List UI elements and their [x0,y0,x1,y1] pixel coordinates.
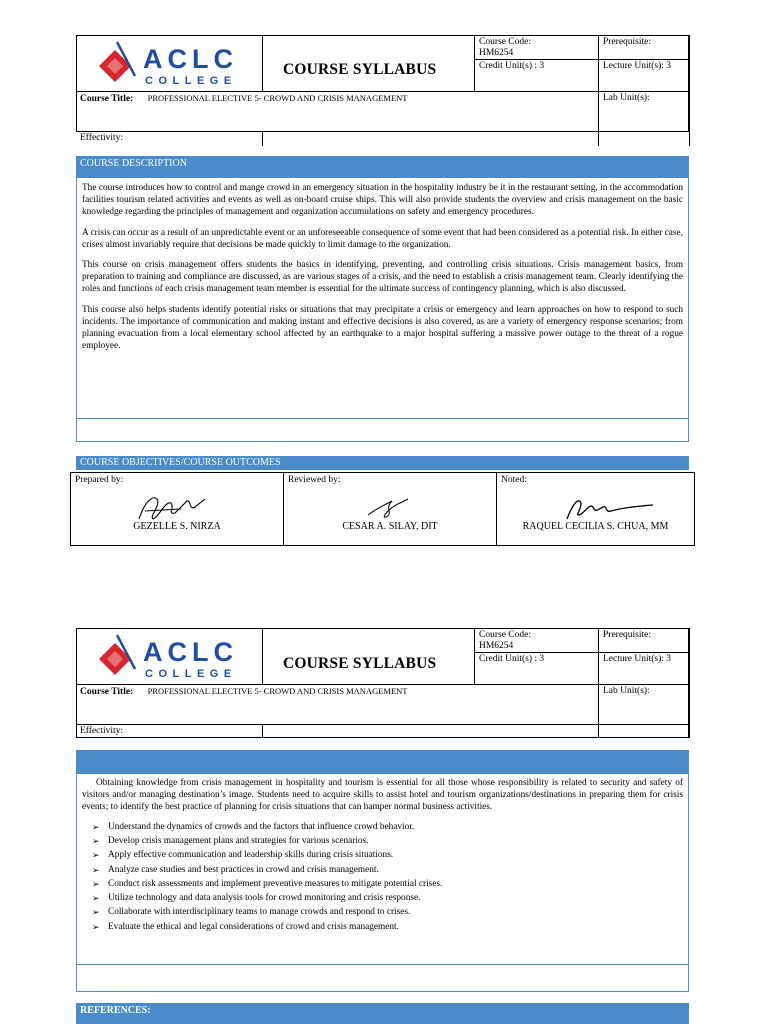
course-code-cell-2 [474,628,599,653]
lab-units-cell [598,91,690,132]
course-code-label-2: Course Code: [479,630,531,640]
lecture-units-cell-2 [598,652,690,685]
prepared-by-name: GEZELLE S. NIRZA [133,521,221,532]
effectivity-right-cell-2 [598,724,690,738]
course-title-cell [76,91,599,132]
objectives-title: COURSE OBJECTIVES/COURSE OUTCOMES [80,457,281,468]
description-paragraph-2: A crisis can occur as a result of an unpredictable event or an unforeseeable consequence of some event that had been considered as a potential risk. In either case, crises almost invariably require that decisions be made quickly to limit damage to the organization. [82,227,683,250]
prepared-by-cell [71,473,284,545]
aclc-logo-icon-2 [77,629,263,684]
effectivity-label: Effectivity: [80,133,124,143]
arrow-bullet-icon: ➢ [92,893,100,904]
list-item: ➢ Utilize technology and data analysis tools for crowd monitoring and crisis response. [82,891,683,905]
references-title: REFERENCES: [80,1005,151,1016]
objectives-list [82,820,683,934]
effectivity-right-cell [598,131,690,146]
objectives-divider [77,964,688,965]
college-logo-2 [77,629,263,684]
list-item: ➢ Develop crisis management plans and strategies for various scenarios. [82,834,683,848]
prerequisite-label-2: Prerequisite: [603,630,652,640]
list-item: ➢ Apply effective communication and leadership skills during crisis situations. [82,848,683,862]
arrow-bullet-icon: ➢ [92,864,100,875]
prepared-by-label: Prepared by: [75,475,124,485]
references-heading [76,1003,689,1024]
signature-chua-icon [563,493,663,523]
course-description-heading [76,156,689,178]
objectives-heading-bar-2 [76,750,689,774]
credit-units-cell-2 [474,652,599,685]
effectivity-value-cell-2 [262,724,599,738]
lecture-units: Lecture Unit(s): 3 [603,61,672,71]
course-title-cell-2 [76,684,599,725]
objectives-intro: Obtaining knowledge from crisis management in hospitality and tourism is essential for all those whose responsibility is related to security and safety of visitors and/or managing destination’s image. Students need to acquire skills to assist hotel and tourism organizations/destinations in preparing them for crisis events; to identify the best practice of planning for crisis situations that can hamper normal business activities. [82,778,683,813]
prerequisite-cell [598,35,690,60]
noted-name: RAQUEL CECILIA S. CHUA, MM [522,521,669,532]
effectivity-cell-2 [76,724,263,738]
arrow-bullet-icon: ➢ [92,921,100,932]
effectivity-cell [76,131,263,146]
description-paragraph-3: This course on crisis management offers students the basics in identifying, preventing, and controlling crisis situations. Crisis management basics, from preparation to training and compliance are discussed, as are various stages of a crisis, and the need to establish a crisis management team. Clearly identifying the roles and functions of each crisis management team member is essential for the ultimate success of contingency planning, which is also discussed. [82,260,683,295]
description-divider [77,418,688,419]
arrow-bullet-icon: ➢ [92,878,100,889]
course-code-value: HM6254 [479,48,514,58]
course-description-box [76,178,689,442]
lecture-units-cell [598,59,690,92]
course-description-title: COURSE DESCRIPTION [80,158,187,169]
course-code-cell [474,35,599,60]
effectivity-value-cell [262,131,599,146]
description-paragraph-4: This course also helps students identify potential risks or situations that may precipitate a crisis or emergency and learn approaches on how to respond to such incidents. The importance of communication and making instant and effective decisions is also covered, as are a variety of emergency response scenarios; from planning evacuation from a local elementary school affected by an earthquake to a major hospital suffering a massive power outage to the threat of a rogue employee. [82,304,683,352]
course-title-value-2: PROFESSIONAL ELECTIVE 5- CROWD AND CRISIS MANAGEMENT [147,686,408,696]
signature-silay-icon [364,495,414,521]
aclc-logo-icon [77,36,263,91]
description-paragraph-1: The course introduces how to control and mange crowd in an emergency situation in the hospitality industry be it in the restaurant setting, in the accommodation facilities tourism related activities and events as well as on-board cruise ships. This will also provide students the overview and crisis management on the basic knowledge regarding the principles of management and organization accumulations on safety and emergency procedures. [82,183,683,218]
reviewed-by-cell [284,473,497,545]
logo-sub: COLLEGE [145,75,237,87]
credit-units: Credit Unit(s) : 3 [479,61,545,71]
course-code-value-2: HM6254 [479,641,514,651]
arrow-bullet-icon: ➢ [92,821,100,832]
list-item: ➢ Analyze case studies and best practices in crowd and crisis management. [82,863,683,877]
logo-word: ACLC [143,44,238,74]
lab-units-label-2: Lab Unit(s): [603,686,650,696]
list-item: ➢ Evaluate the ethical and legal considerations of crowd and crisis management. [82,920,683,934]
effectivity-label-2: Effectivity: [80,726,124,736]
list-item: ➢ Conduct risk assessments and implement preventive measures to mitigate potential crises. [82,877,683,891]
lab-units-cell-2 [598,684,690,725]
signature-table [70,472,695,546]
noted-cell [497,473,694,545]
syllabus-header-2 [76,628,689,738]
logo-sub-2: COLLEGE [145,668,237,680]
arrow-bullet-icon: ➢ [92,850,100,861]
course-title-value: PROFESSIONAL ELECTIVE 5- CROWD AND CRISIS MANAGEMENT [147,93,408,103]
course-title-label-2: Course Title: [80,687,134,697]
college-logo [77,36,263,91]
list-item: ➢ Collaborate with interdisciplinary teams to manage crowds and respond to crises. [82,905,683,919]
reviewed-by-label: Reviewed by: [288,475,341,485]
syllabus-header-1 [76,35,689,143]
logo-word-2: ACLC [143,637,238,667]
arrow-bullet-icon: ➢ [92,835,100,846]
credit-units-cell [474,59,599,92]
lecture-units-2: Lecture Unit(s): 3 [603,654,672,664]
list-item: ➢ Understand the dynamics of crowds and the factors that influence crowd behavior. [82,820,683,834]
reviewed-by-name: CESAR A. SILAY, DIT [342,521,438,532]
page-title-2: COURSE SYLLABUS [283,655,437,672]
prerequisite-cell-2 [598,628,690,653]
objectives-box [76,774,689,992]
credit-units-2: Credit Unit(s) : 3 [479,654,545,664]
lab-units-label: Lab Unit(s): [603,93,650,103]
course-title-label: Course Title: [80,94,134,104]
page-title: COURSE SYLLABUS [283,61,437,78]
course-code-label: Course Code: [479,37,531,47]
signature-nirza-icon [131,491,211,525]
objectives-heading [76,456,689,470]
prerequisite-label: Prerequisite: [603,37,652,47]
arrow-bullet-icon: ➢ [92,907,100,918]
noted-label: Noted: [501,475,527,485]
